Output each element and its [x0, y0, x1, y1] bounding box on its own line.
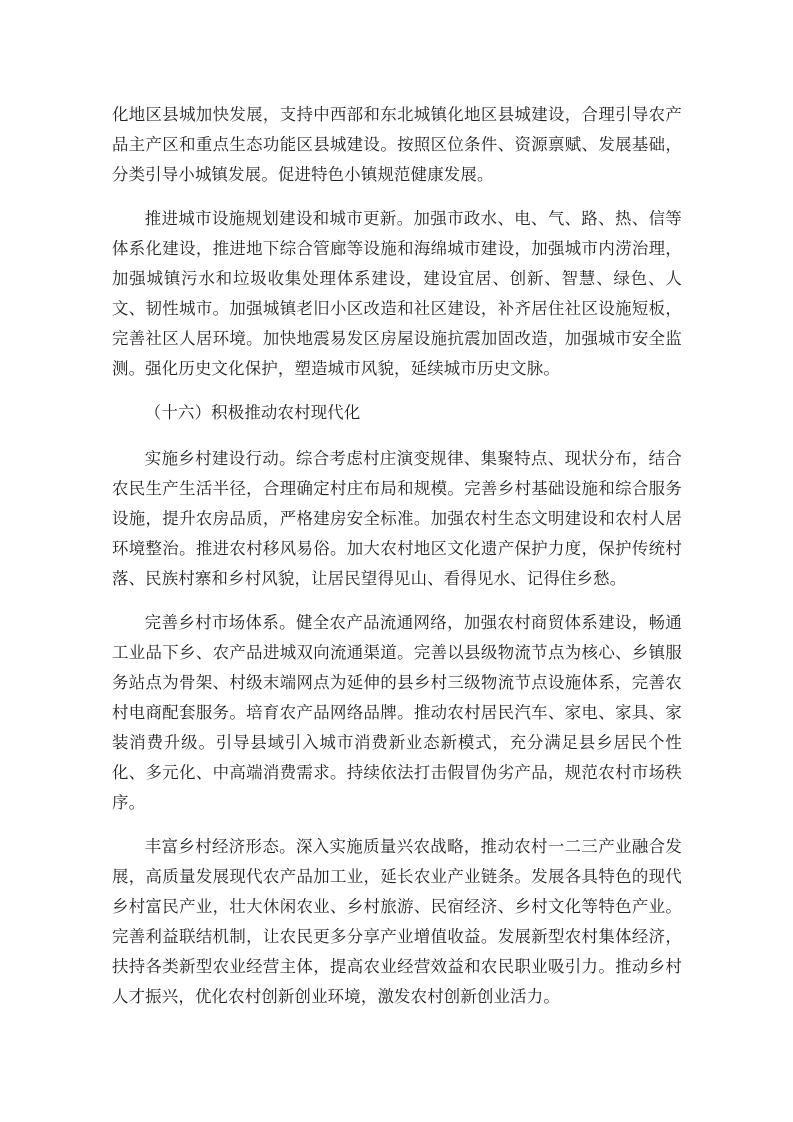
text-paragraph-rural-market-system: 完善乡村市场体系。健全农产品流通网络，加强农村商贸体系建设，畅通工业品下乡、农产品进城双向流通渠道。完善以县级物流节点为核心、乡镇服务站点为骨架、村级末端网点为延伸的县乡村三级物流节点设施体系，完善农村电商配套服务。培育农产品网络品牌。推动农村居民汽车、家电、家具、家装消费升级。引导县域引入城市消费新业态新模式，充分满足县乡居民个性化、多元化、中高端消费需求。持续依法打击假冒伪劣产品，规范农村市场秩序。 [112, 613, 682, 812]
section-heading-rural-modernization: （十六）积极推动农村现代化 [144, 403, 361, 422]
text-paragraph-rural-economy: 丰富乡村经济形态。深入实施质量兴农战略，推动农村一二三产业融合发展，高质量发展现代农产品加工业，延长农业产业链条。发展各具特色的现代乡村富民产业，壮大休闲农业、乡村旅游、民宿经济、乡村文化等特色产业。完善利益联结机制，让农民更多分享产业增值收益。发展新型农村集体经济，扶持各类新型农业经营主体，提高农业经营效益和农民职业吸引力。推动乡村人才振兴，优化农村创新创业环境，激发农村创新创业活力。 [112, 837, 682, 1006]
text-paragraph-rural-construction: 实施乡村建设行动。综合考虑村庄演变规律、集聚特点、现状分布，结合农民生产生活半径，合理确定村庄布局和规模。完善乡村基础设施和综合服务设施，提升农房品质，严格建房安全标准。加强农村生态文明建设和农村人居环境整治。推进农村移风易俗。加大农村地区文化遗产保护力度，保护传统村落、民族村寨和乡村风貌，让居民望得见山、看得见水、记得住乡愁。 [112, 449, 682, 588]
text-paragraph-continuation: 化地区县城加快发展，支持中西部和东北城镇化地区县城建设，合理引导农产品主产区和重点生态功能区县城建设。按照区位条件、资源禀赋、发展基础，分类引导小城镇发展。促进特色小镇规范健康发展。 [112, 105, 682, 184]
text-paragraph-urban-renewal: 推进城市设施规划建设和城市更新。加强市政水、电、气、路、热、信等体系化建设，推进地下综合管廊等设施和海绵城市建设，加强城市内涝治理，加强城镇污水和垃圾收集处理体系建设，建设宜居、创新、智慧、绿色、人文、韧性城市。加强城镇老旧小区改造和社区建设，补齐居住社区设施短板，完善社区人居环境。加快地震易发区房屋设施抗震加固改造，加强城市安全监测。强化历史文化保护，塑造城市风貌，延续城市历史文脉。 [112, 209, 682, 378]
